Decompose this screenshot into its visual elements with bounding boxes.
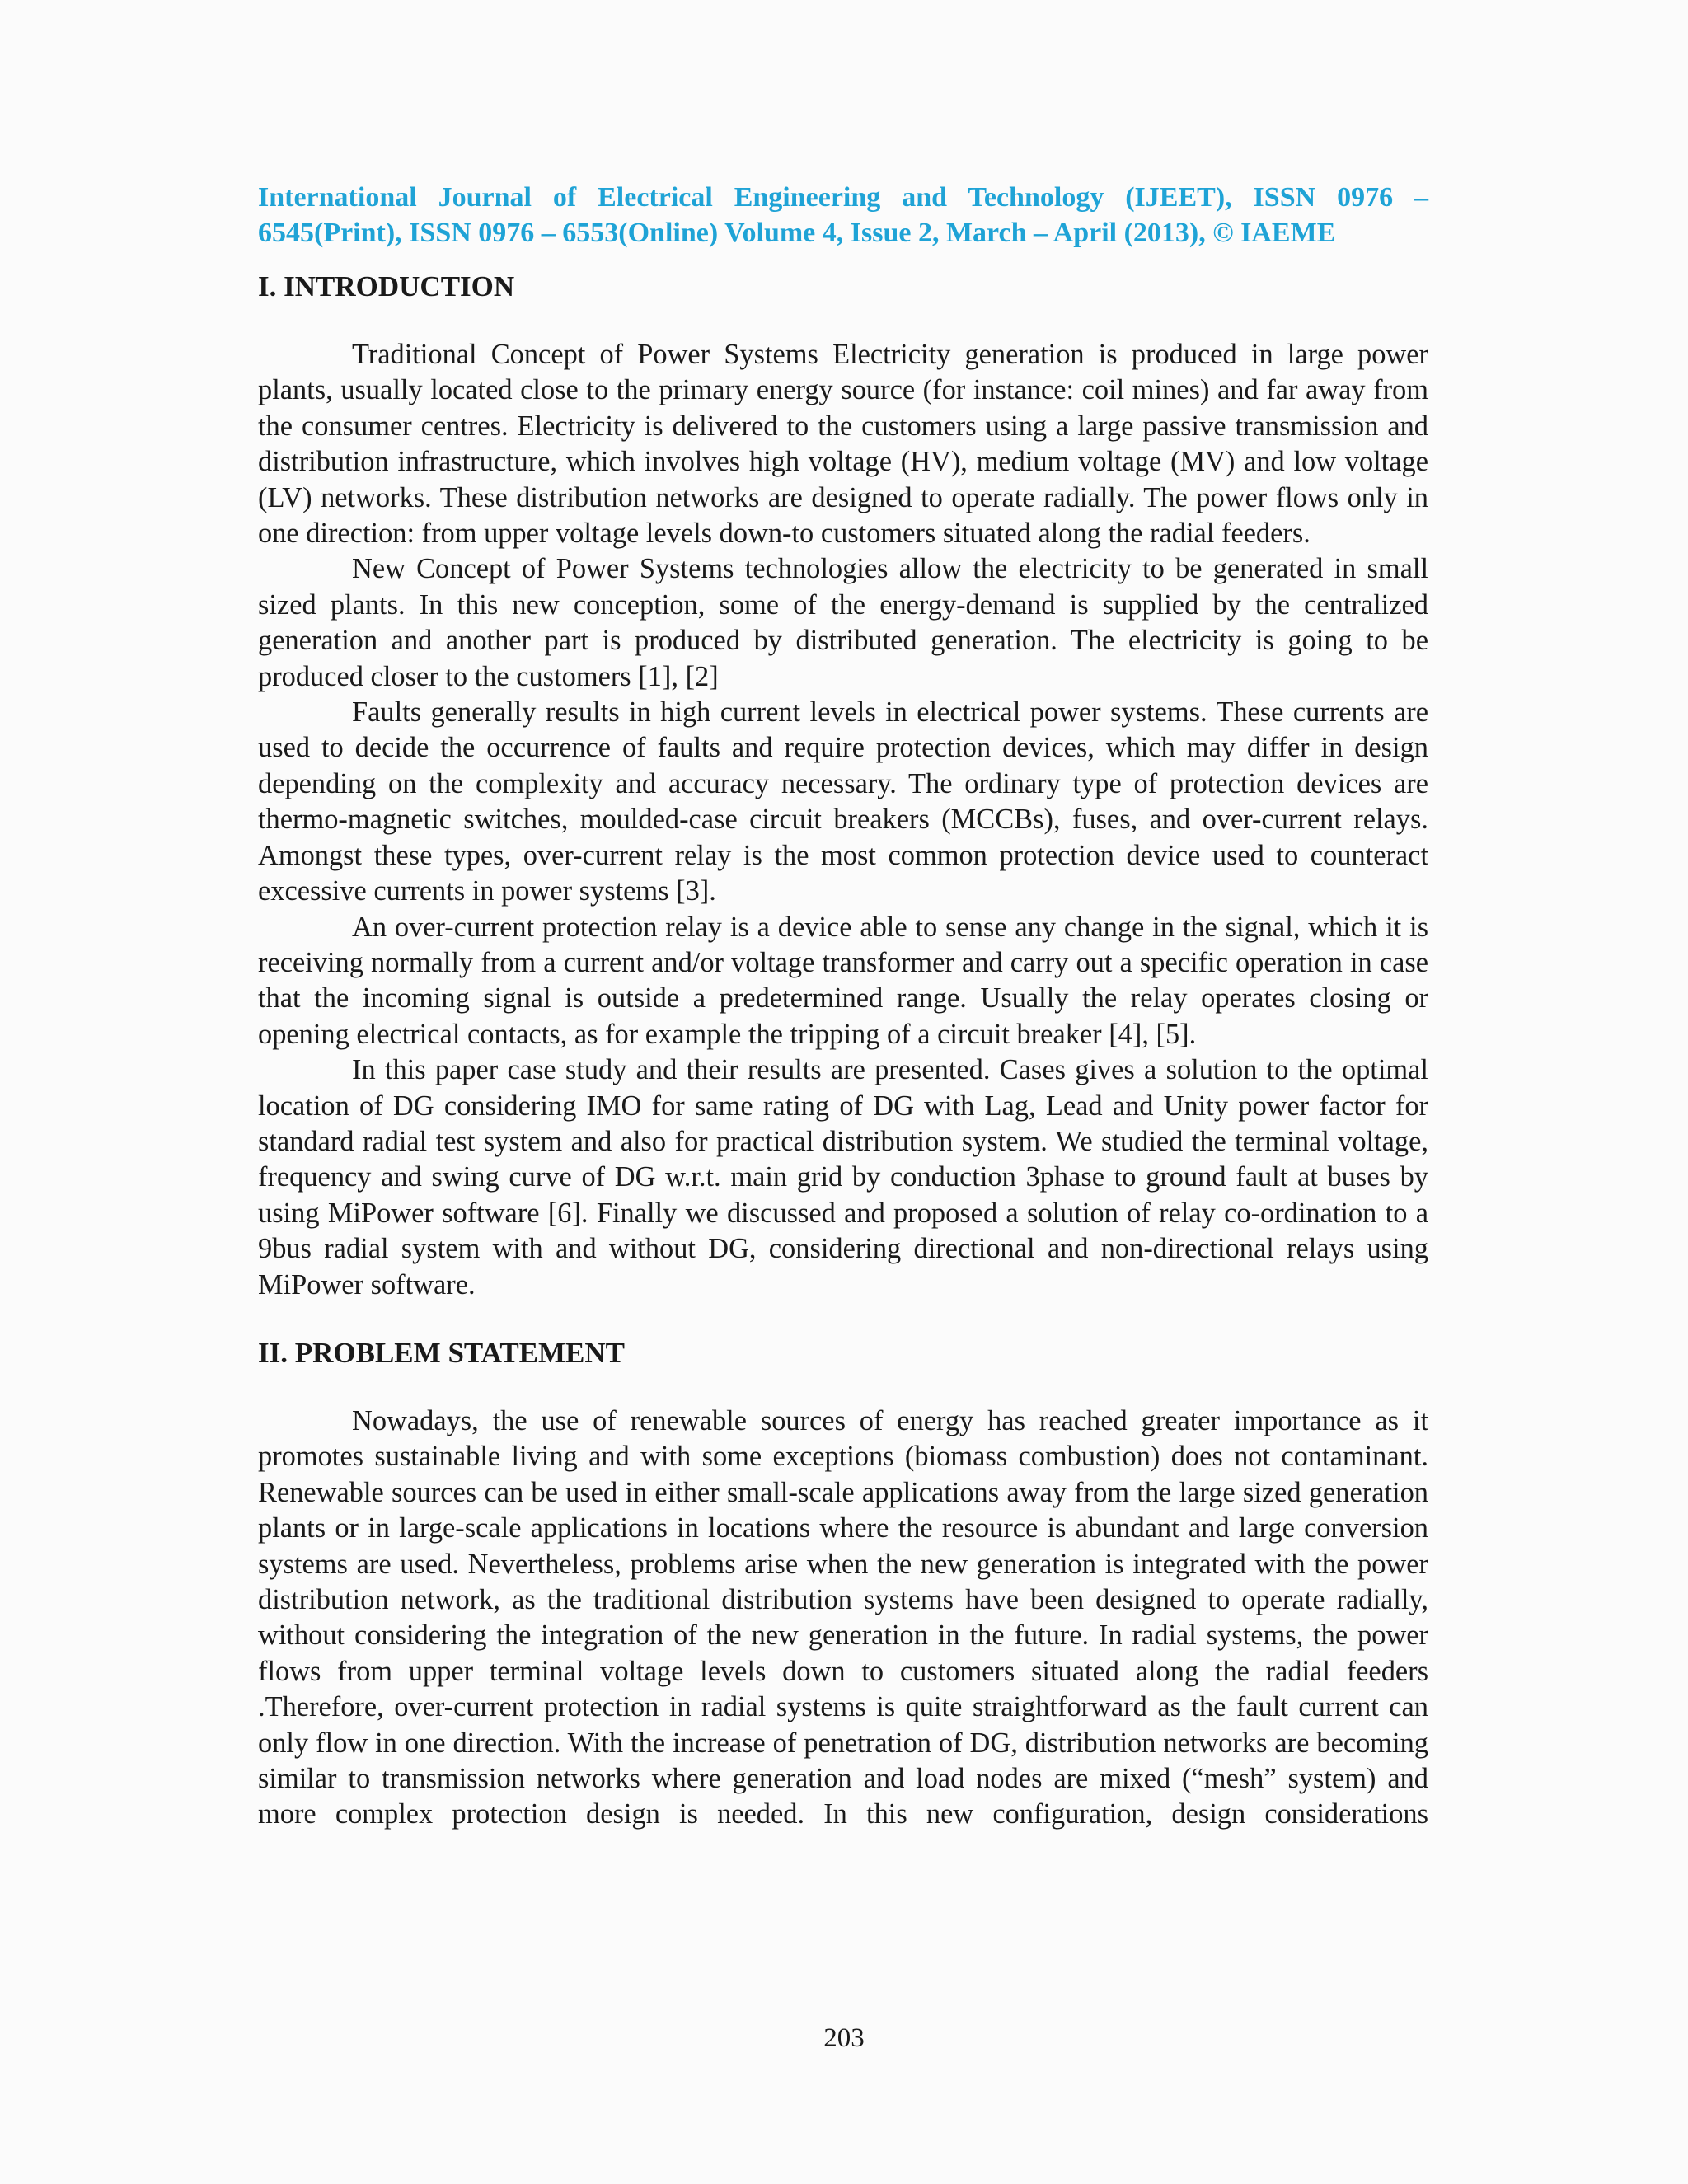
paper-page: [258, 180, 1428, 1833]
introduction-body: [258, 337, 1428, 1303]
journal-header: International Journal of Electrical Engineering and Technology (IJEET), ISSN 0976 – 6545(Print), ISSN 0976 – 6553(Online) Volume 4, Issue 2, March – April (2013), © IAEME: [258, 182, 1428, 248]
introduction-paragraph: New Concept of Power Systems technologies allow the electricity to be generated in small sized plants. In this new conception, some of the energy-demand is supplied by the centralized generation and another part is produced by distributed generation. The electricity is going to be produced closer to the customers [1], [2]: [258, 553, 1428, 692]
page-number: 203: [823, 2023, 865, 2053]
introduction-paragraph: An over-current protection relay is a device able to sense any change in the signal, which it is receiving normally from a current and/or voltage transformer and carry out a specific operation in case that the incoming signal is outside a predetermined range. Usually the relay operates closing or opening electrical contacts, as for example the tripping of a circuit breaker [4], [5].: [258, 911, 1428, 1050]
section-heading-problem-statement: II. PROBLEM STATEMENT: [258, 1336, 626, 1369]
introduction-paragraph: In this paper case study and their results are presented. Cases gives a solution to the optimal location of DG considering IMO for same rating of DG with Lag, Lead and Unity power factor for standard radial test system and also for practical distribution system. We studied the terminal voltage, frequency and swing curve of DG w.r.t. main grid by conduction 3phase to ground fault at buses by using MiPower software [6]. Finally we discussed and proposed a solution of relay co-ordination to a 9bus radial system with and without DG, considering directional and non-directional relays using MiPower software.: [258, 1054, 1428, 1301]
problem-statement-paragraph: Nowadays, the use of renewable sources of energy has reached greater importance as it promotes sustainable living and with some exceptions (biomass combustion) does not contaminant. Renewable sources can be used in either small-scale applications away from the large sized generation plants or in large-scale applications in locations where the resource is abundant and large conversion systems are used. Nevertheless, problems arise when the new generation is integrated with the power distribution network, as the traditional distribution systems have been designed to operate radially, without considering the integration of the new generation in the future. In radial systems, the power flows from upper terminal voltage levels down to customers situated along the radial feeders .Therefore, over-current protection in radial systems is quite straightforward as the fault current can only flow in one direction. With the increase of penetration of DG, distribution networks are becoming similar to transmission networks where generation and load nodes are mixed (“mesh” system) and more complex protection design is needed. In this new configuration, design considerations: [258, 1404, 1428, 1830]
problem-statement-body: [258, 1404, 1428, 1833]
introduction-paragraph: Faults generally results in high current levels in electrical power systems. These currents are used to decide the occurrence of faults and require protection devices, which may differ in design depending on the complexity and accuracy necessary. The ordinary type of protection devices are thermo-magnetic switches, moulded-case circuit breakers (MCCBs), fuses, and over-current relays. Amongst these types, over-current relay is the most common protection device used to counteract excessive currents in power systems [3].: [258, 696, 1428, 907]
section-heading-introduction: I. INTRODUCTION: [258, 270, 515, 302]
introduction-paragraph: Traditional Concept of Power Systems Electricity generation is produced in large power plants, usually located close to the primary energy source (for instance: coil mines) and far away from the consumer centres. Electricity is delivered to the customers using a large passive transmission and distribution infrastructure, which involves high voltage (HV), medium voltage (MV) and low voltage (LV) networks. These distribution networks are designed to operate radially. The power flows only in one direction: from upper voltage levels down-to customers situated along the radial feeders.: [258, 339, 1428, 550]
